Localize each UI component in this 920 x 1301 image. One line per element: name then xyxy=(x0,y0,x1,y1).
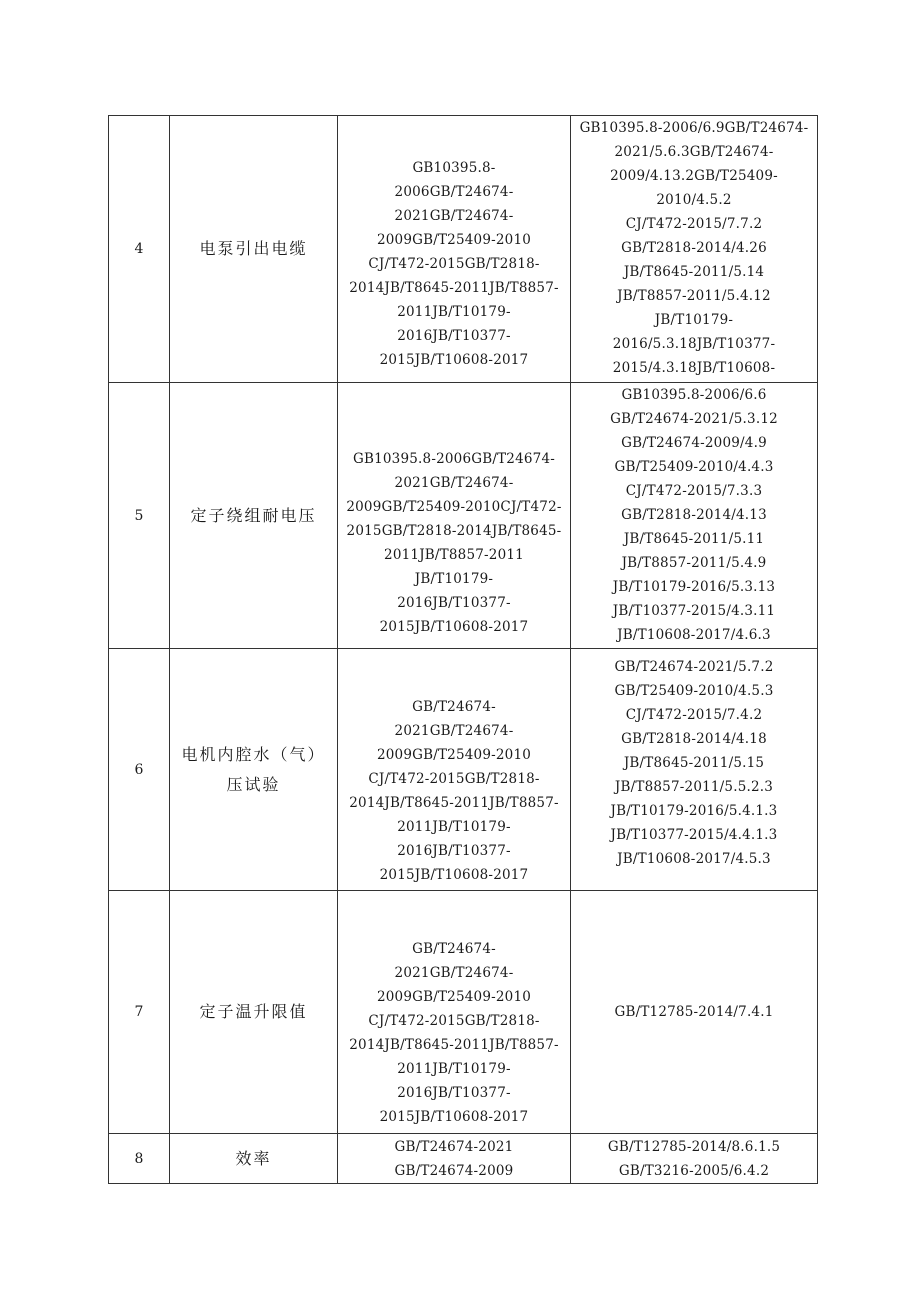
table-row xyxy=(109,116,818,383)
table-row xyxy=(109,891,818,1134)
test-item: 电机内腔水（气） 压试验 xyxy=(170,649,338,891)
clause-list: GB/T12785-2014/8.6.1.5 GB/T3216-2005/6.4.2 xyxy=(571,1134,818,1184)
standard-list: GB/T24674- 2021GB/T24674- 2009GB/T25409-2010 CJ/T472-2015GB/T2818- 2014JB/T8645-2011JB/T8857- 2011JB/T10179- 2016JB/T10377- 2015JB/T10608-2017 xyxy=(338,891,571,1134)
standards-table xyxy=(108,115,818,1184)
table-row xyxy=(109,649,818,891)
clause-list: GB10395.8-2006/6.6 GB/T24674-2021/5.3.12 GB/T24674-2009/4.9 GB/T25409-2010/4.4.3 CJ/T472-2015/7.3.3 GB/T2818-2014/4.13 JB/T8645-2011/5.11 JB/T8857-2011/5.4.9 JB/T10179-2016/5.3.13 JB/T10377-2015/4.3.11 JB/T10608-2017/4.6.3 xyxy=(571,383,818,649)
row-number: 4 xyxy=(109,116,170,383)
clause-list: GB10395.8-2006/6.9GB/T24674- 2021/5.6.3GB/T24674- 2009/4.13.2GB/T25409- 2010/4.5.2 CJ/T472-2015/7.7.2 GB/T2818-2014/4.26 JB/T8645-2011/5.14 JB/T8857-2011/5.4.12 JB/T10179- 2016/5.3.18JB/T10377- 2015/4.3.18JB/T10608- xyxy=(571,116,818,383)
table-row xyxy=(109,1134,818,1184)
standard-list: GB10395.8- 2006GB/T24674- 2021GB/T24674- 2009GB/T25409-2010 CJ/T472-2015GB/T2818- 2014JB/T8645-2011JB/T8857- 2011JB/T10179- 2016JB/T10377- 2015JB/T10608-2017 xyxy=(338,116,571,383)
test-item: 定子绕组耐电压 xyxy=(170,383,338,649)
clause-list: GB/T24674-2021/5.7.2 GB/T25409-2010/4.5.3 CJ/T472-2015/7.4.2 GB/T2818-2014/4.18 JB/T8645-2011/5.15 JB/T8857-2011/5.5.2.3 JB/T10179-2016/5.4.1.3 JB/T10377-2015/4.4.1.3 JB/T10608-2017/4.5.3 xyxy=(571,649,818,891)
clause-list: GB/T12785-2014/7.4.1 xyxy=(571,891,818,1134)
row-number: 7 xyxy=(109,891,170,1134)
standard-list: GB/T24674- 2021GB/T24674- 2009GB/T25409-2010 CJ/T472-2015GB/T2818- 2014JB/T8645-2011JB/T8857- 2011JB/T10179- 2016JB/T10377- 2015JB/T10608-2017 xyxy=(338,649,571,891)
row-number: 5 xyxy=(109,383,170,649)
test-item: 电泵引出电缆 xyxy=(170,116,338,383)
standard-list: GB10395.8-2006GB/T24674- 2021GB/T24674- 2009GB/T25409-2010CJ/T472- 2015GB/T2818-2014JB/T8645- 2011JB/T8857-2011 JB/T10179- 2016JB/T10377- 2015JB/T10608-2017 xyxy=(338,383,571,649)
row-number: 6 xyxy=(109,649,170,891)
table-row xyxy=(109,383,818,649)
standard-list: GB/T24674-2021 GB/T24674-2009 xyxy=(338,1134,571,1184)
test-item: 定子温升限值 xyxy=(170,891,338,1134)
row-number: 8 xyxy=(109,1134,170,1184)
test-item: 效率 xyxy=(170,1134,338,1184)
